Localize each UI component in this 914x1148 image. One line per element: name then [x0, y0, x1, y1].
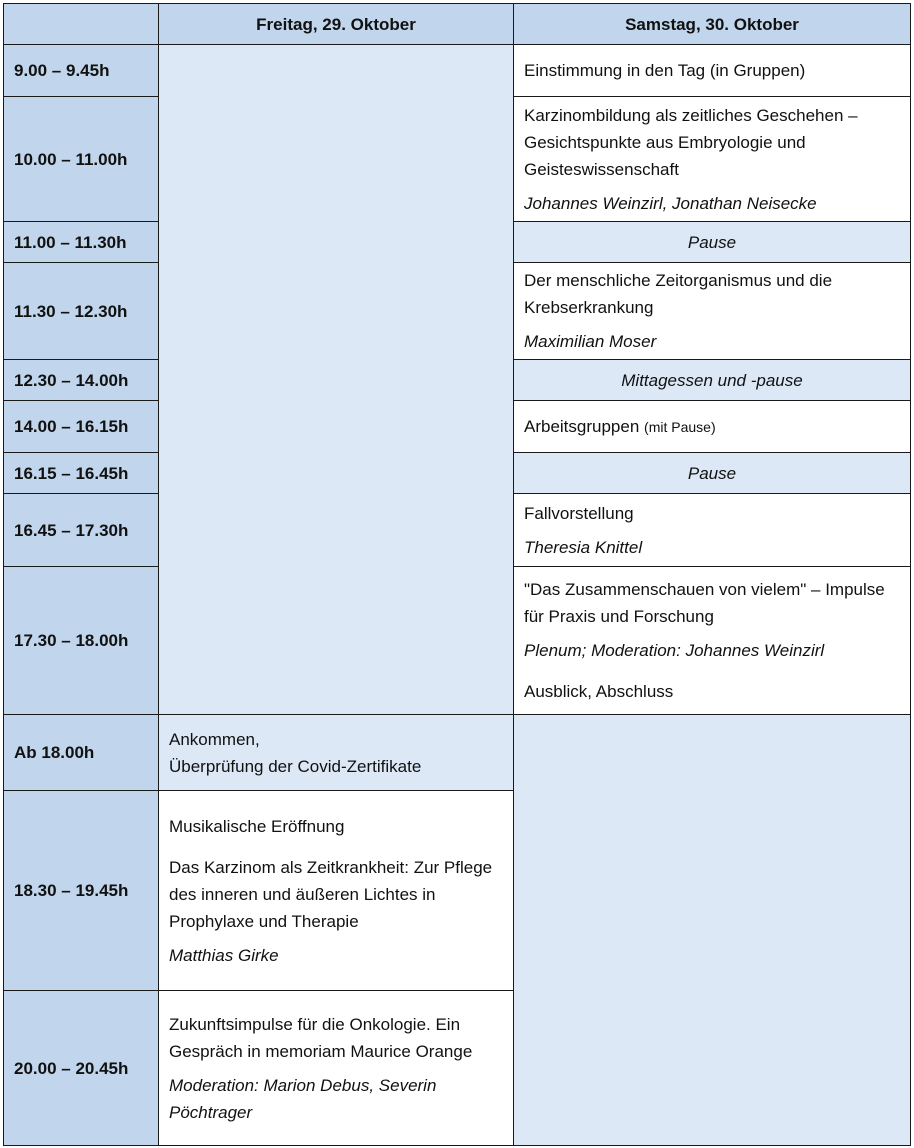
- friday-empty-block: [159, 45, 514, 715]
- session-title: "Das Zusammenschauen von vielem" – Impulse für Praxis und Forschung: [524, 580, 885, 626]
- session-cell: [514, 263, 911, 360]
- day-header-saturday: Samstag, 30. Oktober: [514, 4, 911, 45]
- pause-cell: Pause: [514, 453, 911, 494]
- table-row: [4, 715, 911, 791]
- saturday-empty-block: [514, 715, 911, 1146]
- time-slot: 17.30 – 18.00h: [4, 567, 159, 715]
- session-cell: [514, 567, 911, 715]
- program-schedule-table: [3, 3, 911, 1146]
- time-slot: 11.00 – 11.30h: [4, 222, 159, 263]
- time-slot: 20.00 – 20.45h: [4, 991, 159, 1146]
- session-cell: [159, 791, 514, 991]
- session-title: Karzinombildung als zeitliches Geschehen – Gesichtspunkte aus Embryologie und Geisteswissenschaft: [524, 105, 858, 179]
- session-title: Arbeitsgruppen: [524, 416, 640, 436]
- time-slot: 16.15 – 16.45h: [4, 453, 159, 494]
- session-title: Fallvorstellung: [524, 503, 634, 523]
- session-title: Das Karzinom als Zeitkrankheit: Zur Pflege des inneren und äußeren Lichtes in Prophylaxe und Therapie: [169, 857, 493, 931]
- session-title: Der menschliche Zeitorganismus und die Krebserkrankung: [524, 271, 833, 317]
- pause-cell: Pause: [514, 222, 911, 263]
- time-slot: Ab 18.00h: [4, 715, 159, 791]
- session-intro: Musikalische Eröffnung: [169, 816, 345, 836]
- session-cell: Einstimmung in den Tag (in Gruppen): [514, 45, 911, 97]
- session-speaker: Matthias Girke: [169, 945, 279, 965]
- session-cell: [514, 97, 911, 222]
- time-slot: 9.00 – 9.45h: [4, 45, 159, 97]
- time-slot: 11.30 – 12.30h: [4, 263, 159, 360]
- time-slot: 18.30 – 19.45h: [4, 791, 159, 991]
- session-note: (mit Pause): [644, 418, 716, 435]
- time-slot: 12.30 – 14.00h: [4, 360, 159, 401]
- session-cell: [514, 401, 911, 453]
- session-speaker: Plenum; Moderation: Johannes Weinzirl: [524, 641, 825, 660]
- arrival-line: Ankommen,: [169, 729, 260, 749]
- corner-cell: [4, 4, 159, 45]
- session-closing: Ausblick, Abschluss: [524, 682, 674, 701]
- table-row: [4, 45, 911, 97]
- time-slot: 16.45 – 17.30h: [4, 494, 159, 567]
- session-cell: [514, 494, 911, 567]
- session-title: Zukunftsimpulse für die Onkologie. Ein Gespräch in memoriam Maurice Orange: [169, 1014, 473, 1061]
- header-row: [4, 4, 911, 45]
- lunch-break-cell: Mittagessen und -pause: [514, 360, 911, 401]
- day-header-friday: Freitag, 29. Oktober: [159, 4, 514, 45]
- arrival-cell: [159, 715, 514, 791]
- session-speaker: Moderation: Marion Debus, Severin Pöchtrager: [169, 1075, 437, 1122]
- session-speaker: Theresia Knittel: [524, 537, 643, 557]
- session-speaker: Johannes Weinzirl, Jonathan Neisecke: [524, 193, 817, 213]
- session-speaker: Maximilian Moser: [524, 332, 657, 351]
- time-slot: 14.00 – 16.15h: [4, 401, 159, 453]
- time-slot: 10.00 – 11.00h: [4, 97, 159, 222]
- covid-check-line: Überprüfung der Covid-Zertifikate: [169, 756, 422, 776]
- session-cell: [159, 991, 514, 1146]
